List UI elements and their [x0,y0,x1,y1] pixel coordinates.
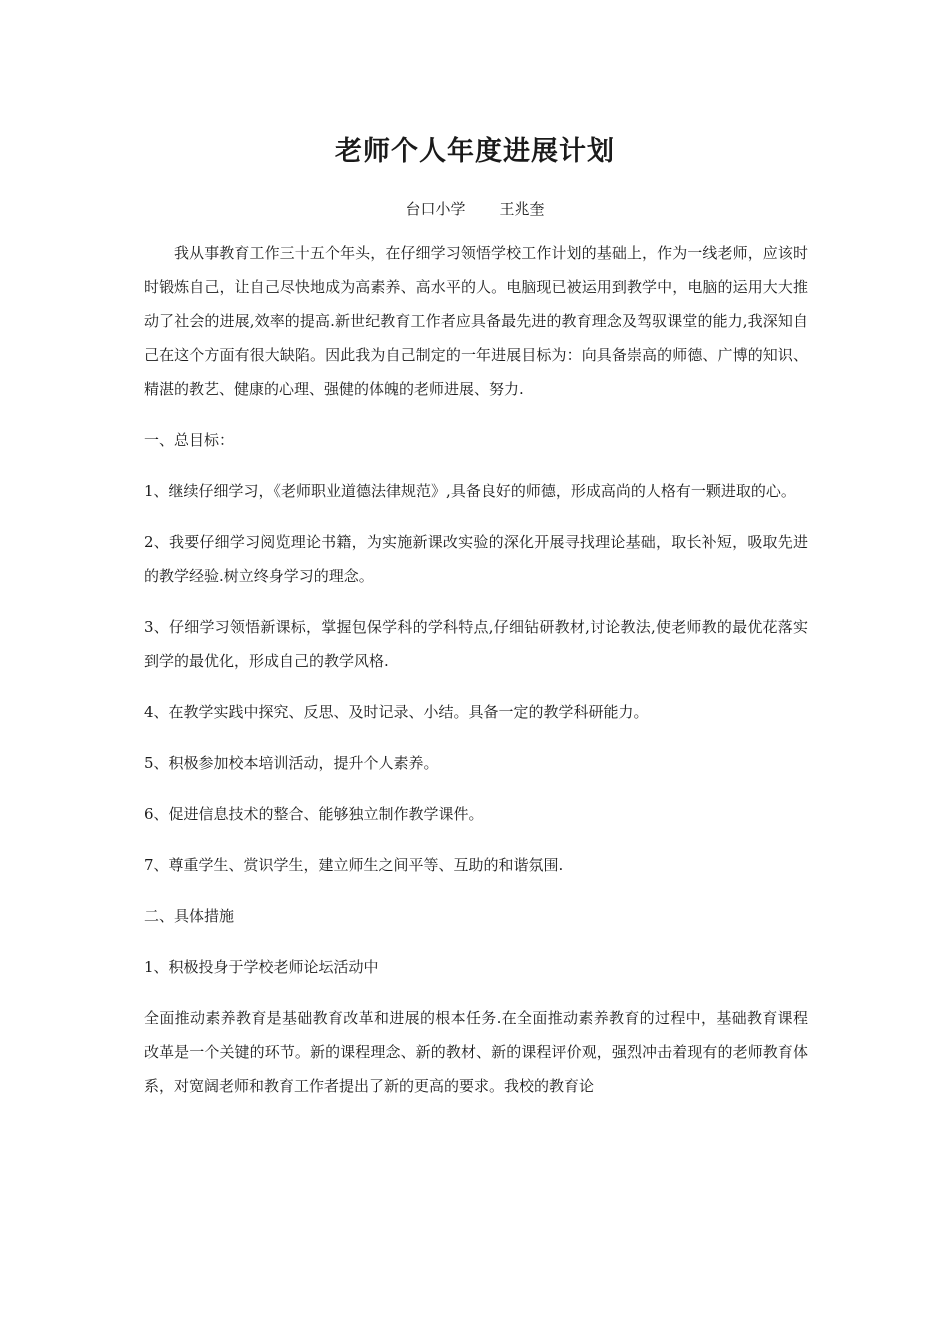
section-heading-goals: 一、总目标： [144,431,235,449]
goal-item: 7、尊重学生、赏识学生，建立师生之间平等、互助的和谐氛围. [144,856,564,874]
byline [0,197,950,221]
goal-item: 6、促进信息技术的整合、能够独立制作教学课件。 [144,805,484,823]
goal-item: 3、仔细学习领悟新课标，掌握包保学科的学科特点,仔细钻研教材,讨论教法,使老师教的最优花落实到学的最优化，形成自己的教学风格. [144,618,808,670]
document-body [144,236,808,1103]
intro-paragraph: 我从事教育工作三十五个年头，在仔细学习领悟学校工作计划的基础上，作为一线老师，应该时时锻炼自己，让自己尽快地成为高素养、高水平的人。电脑现已被运用到教学中，电脑的运用大大推动了社会的进展,效率的提高.新世纪教育工作者应具备最先进的教育理念及驾驭课堂的能力,我深知自己在这个方面有很大缺陷。因此我为自己制定的一年进展目标为：向具备崇高的师德、广博的知识、精湛的教艺、健康的心理、强健的体魄的老师进展、努力. [144,244,808,398]
measure-paragraph: 全面推动素养教育是基础教育改革和进展的根本任务.在全面推动素养教育的过程中，基础教育课程改革是一个关键的环节。新的课程理念、新的教材、新的课程评价观，强烈冲击着现有的老师教育体系，对宽阔老师和教育工作者提出了新的更高的要求。我校的教育论 [144,1009,808,1095]
section-heading-measures: 二、具体措施 [144,907,235,925]
author-name: 王兆奎 [499,200,545,218]
measure-heading: 1、积极投身于学校老师论坛活动中 [144,958,379,976]
goal-item: 4、在教学实践中探究、反思、及时记录、小结。具备一定的教学科研能力。 [144,703,649,721]
goal-item: 5、积极参加校本培训活动，提升个人素养。 [144,754,439,772]
document-title: 老师个人年度进展计划 [335,136,615,167]
goal-item: 2、我要仔细学习阅览理论书籍，为实施新课改实验的深化开展寻找理论基础，取长补短，吸取先进的教学经验.树立终身学习的理念。 [144,533,808,585]
school-name: 台口小学 [405,200,466,218]
goal-item: 1、继续仔细学习，《老师职业道德法律规范》,具备良好的师德，形成高尚的人格有一颗进取的心。 [144,482,796,500]
